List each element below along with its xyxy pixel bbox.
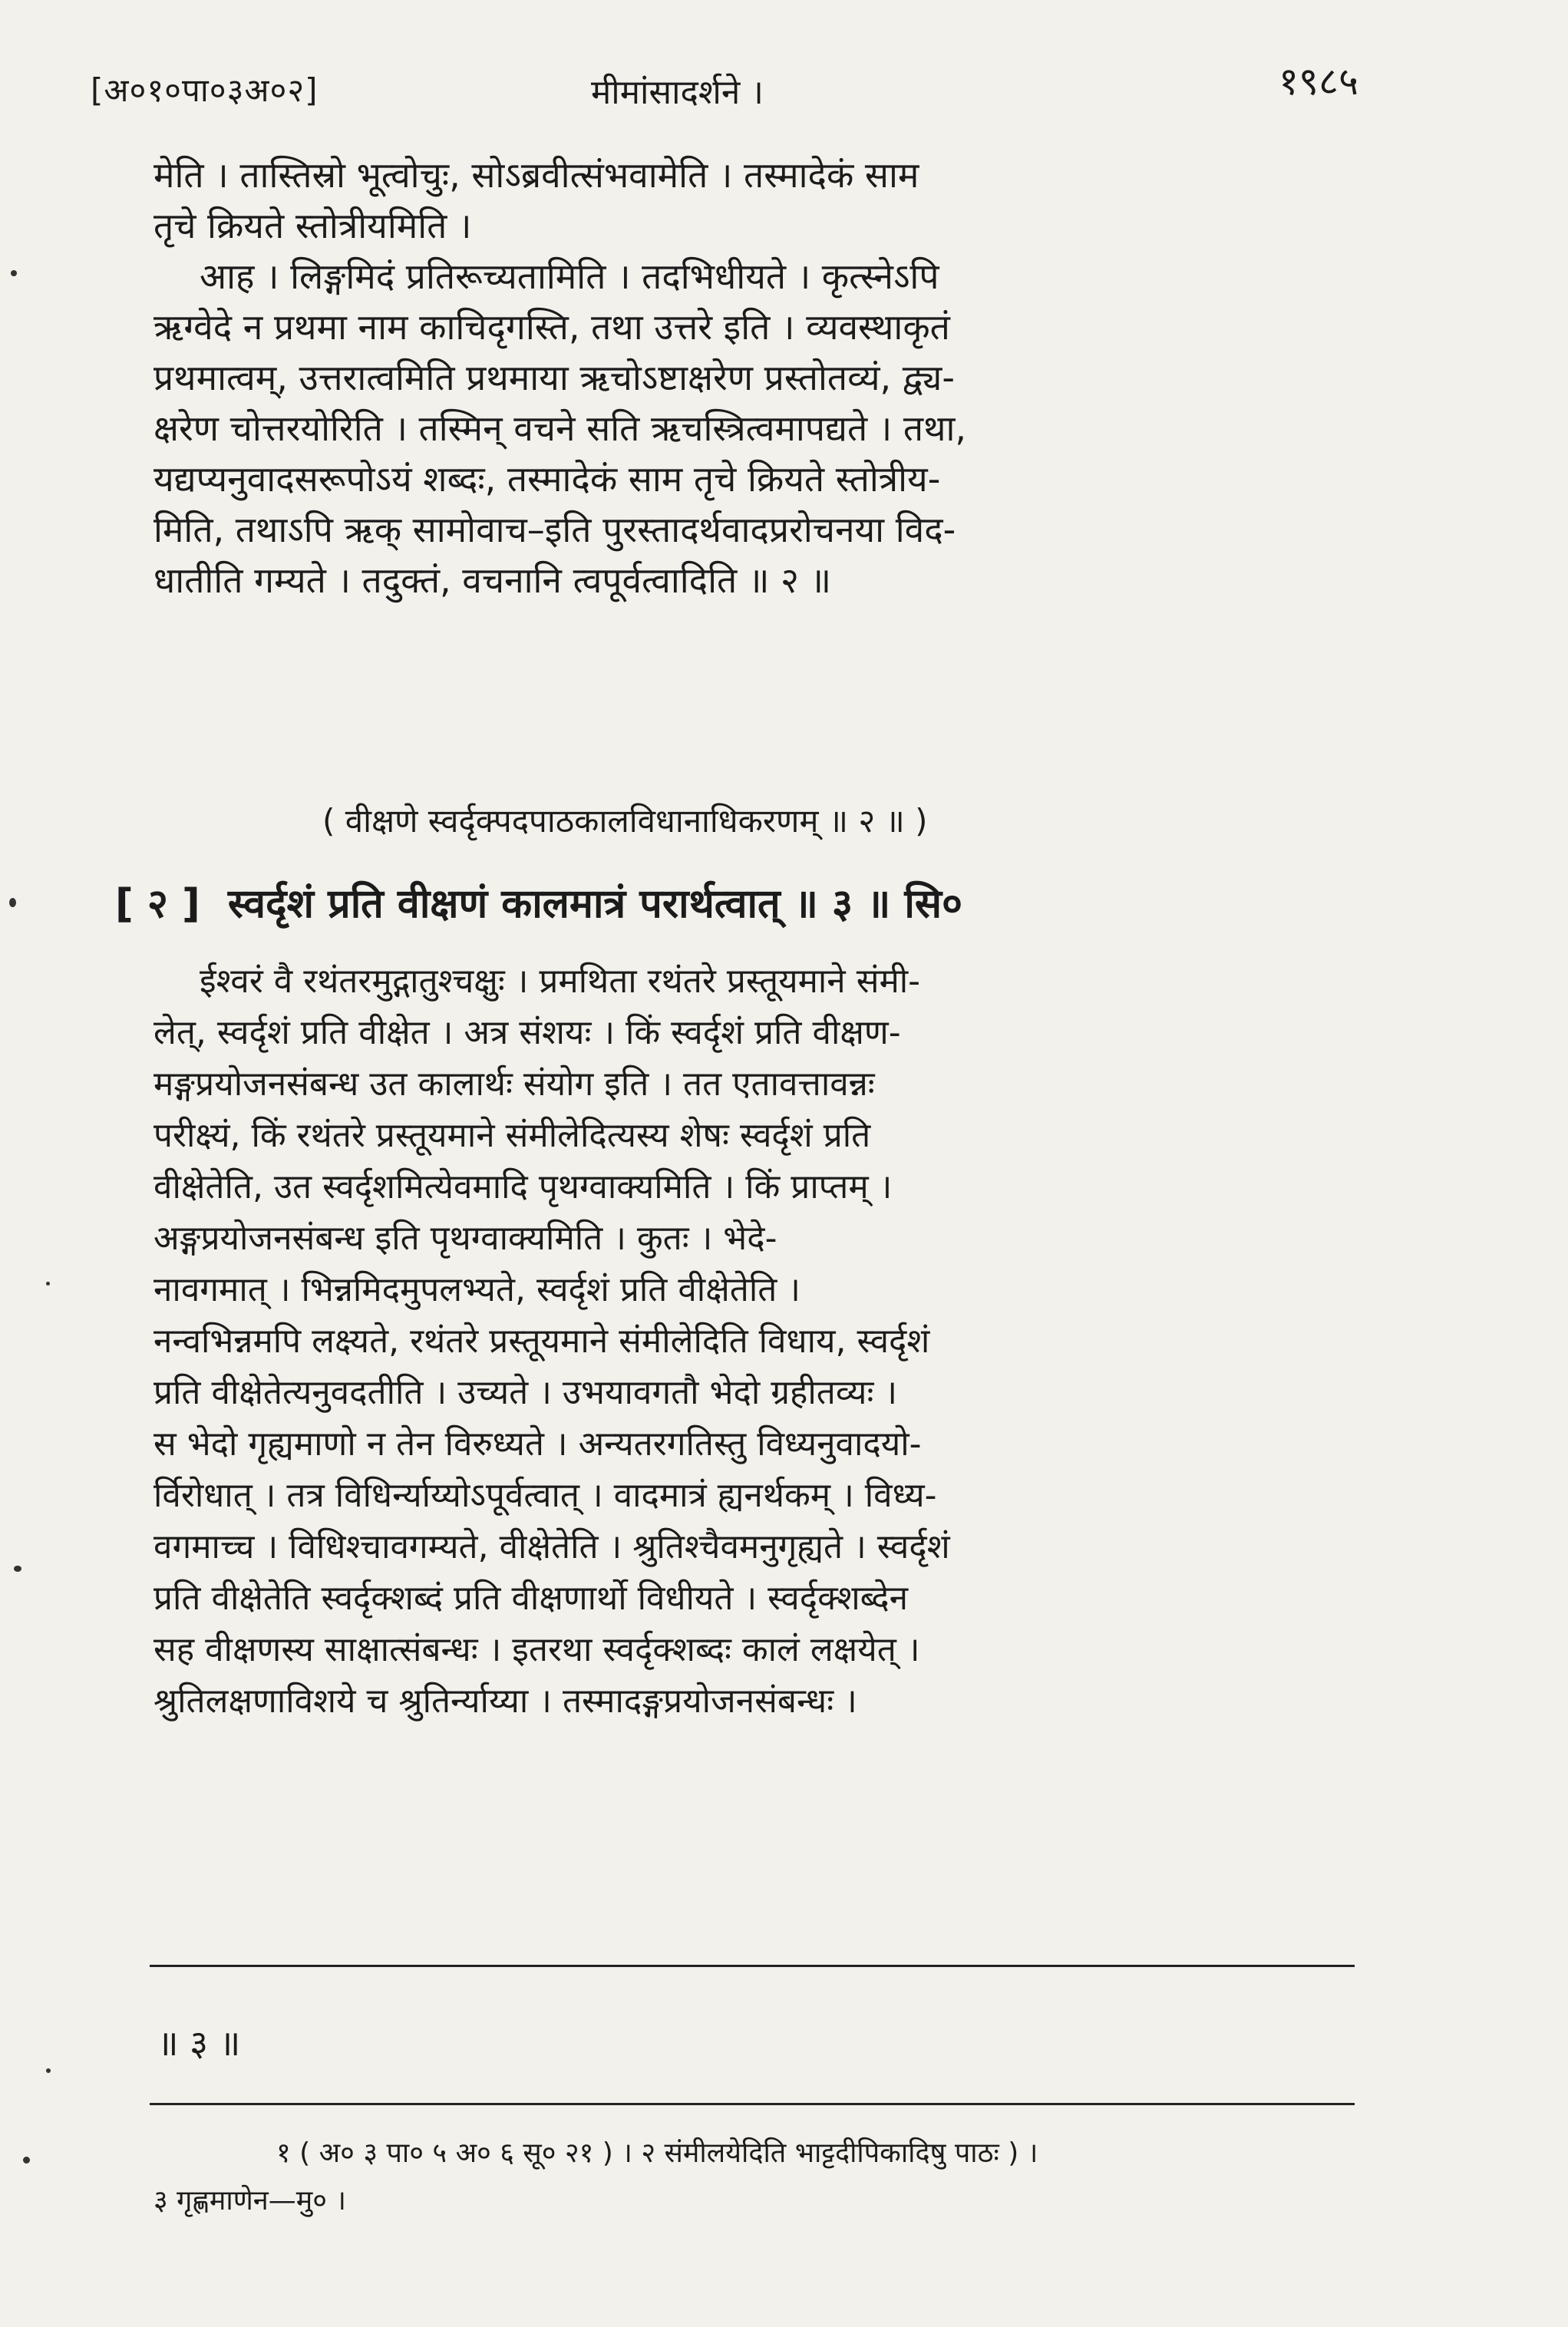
text-line: परीक्ष्यं, किं रथंतरे प्रस्तूयमाने संमीलेदित्यस्य शेषः स्वर्दृशं प्रति [153,1116,871,1155]
opening-text [153,150,1320,606]
text-line: वीक्षेतेति, उत स्वर्दृशमित्येवमादि पृथग्वाक्यमिति । किं प्राप्तम् । [153,1167,893,1206]
text-line: क्षरेण चोत्तरयोरिति । तस्मिन् वचने सति ऋचस्त्रित्वमापद्यते । तथा, [153,408,967,449]
scan-speck [46,1282,50,1286]
footnote-line: १ ( अ० ३ पा० ५ अ० ६ सू० २१ ) । २ संमीलयेदिति भाट्टदीपिकादिषु पाठः ) । [276,2137,1038,2169]
text-line: मिति, तथाऽपि ऋक् सामोवाच–इति पुरस्तादर्थवादप्ररोचनया विद- [153,509,956,550]
text-line: मङ्गप्रयोजनसंबन्ध उत कालार्थः संयोग इति । तत एतावत्तावन्नः [153,1064,875,1104]
scan-speck [46,2068,51,2073]
text-line: धातीति गम्यते । तदुक्तं, वचनानि त्वपूर्वत्वादिति ॥ २ ॥ [153,559,832,601]
footnotes [153,2130,1397,2225]
text-line: तृचे क्रियते स्तोत्रीयमिति । [153,205,472,246]
commentary-text [153,956,1351,1727]
section-reference: [अ०१०पा०३अ०२] [91,71,319,109]
text-line: प्रति वीक्षेतेत्यनुवदतीति । उच्यते । उभयावगतौ भेदो ग्रहीतव्यः । [153,1373,898,1412]
text-line: नावगमात् । भिन्नमिदमुपलभ्यते, स्वर्दृशं प्रति वीक्षेतेति । [153,1270,801,1309]
footnote-line: ३ गृह्णमाणेन—मु० । [153,2185,347,2216]
scan-speck [11,270,17,276]
text-line: सह वीक्षणस्य साक्षात्संबन्धः । इतरथा स्वर्दृक्शब्दः कालं लक्षयेत् । [153,1630,920,1669]
text-line: अङ्गप्रयोजनसंबन्ध इति पृथग्वाक्यमिति । कुतः । भेदे- [153,1219,777,1258]
sutra-text: स्वर्दृशं प्रति वीक्षणं कालमात्रं परार्थत्वात् ॥ ३ ॥ सि० [227,881,963,927]
text-line: ईश्वरं वै रथंतरमुद्गातुश्चक्षुः । प्रमथिता रथंतरे प्रस्तूयमाने संमी- [200,962,921,1001]
footnote-rule [150,2103,1355,2105]
sutra-number: [ २ ] [115,881,200,927]
scan-speck [9,898,16,907]
text-line: लेत्, स्वर्दृशं प्रति वीक्षेत । अत्र संशयः । किं स्वर्दृशं प्रति वीक्षण- [153,1013,901,1052]
adhikarana-heading: ( वीक्षणे स्वर्दृक्पदपाठकालविधानाधिकरणम् ॥ २ ॥ ) [322,802,928,840]
divider-rule [150,1965,1355,1967]
text-line: प्रति वीक्षेतेति स्वर्दृक्शब्दं प्रति वीक्षणार्थो विधीयते । स्वर्दृक्शब्देन [153,1579,909,1618]
section-marker: ॥ ३ ॥ [157,2022,241,2064]
text-line: वगमाच्च । विधिश्चावगम्यते, वीक्षेतेति । श्रुतिश्चैवमनुगृह्यते । स्वर्दृशं [153,1527,950,1566]
text-line: र्विरोधात् । तत्र विधिर्न्याय्योऽपूर्वत्वात् । वादमात्रं ह्यनर्थकम् । विध्य- [153,1476,937,1515]
scan-speck [14,1566,21,1572]
sutra-line [115,875,1358,929]
text-line: ऋग्वेदे न प्रथमा नाम काचिदृगस्ति, तथा उत्तरे इति । व्यवस्थाकृतं [153,306,950,348]
text-line: नन्वभिन्नमपि लक्ष्यते, रथंतरे प्रस्तूयमाने संमीलेदिति विधाय, स्वर्दृशं [153,1322,930,1361]
page-number: १९८५ [1279,59,1358,104]
scan-speck [23,2157,30,2164]
running-title: मीमांसादर्शने । [591,73,764,112]
text-line: श्रुतिलक्षणाविशये च श्रुतिर्न्याय्या । तस्मादङ्गप्रयोजनसंबन्धः । [153,1682,857,1721]
text-line: प्रथमात्वम्, उत्तरात्वमिति प्रथमाया ऋचोऽष्टाक्षरेण प्रस्तोतव्यं, द्व्य- [153,357,955,398]
text-line: मेति । तास्तिस्रो भूत्वोचुः, सोऽब्रवीत्संभवामेति । तस्मादेकं साम [153,154,919,196]
text-line: आह । लिङ्गमिदं प्रतिरूच्यतामिति । तदभिधीयते । कृत्स्नेऽपि [200,256,939,297]
text-line: स भेदो गृह्यमाणो न तेन विरुध्यते । अन्यतरगतिस्तु विध्यनुवादयो- [153,1424,922,1464]
page-header [84,54,1389,123]
text-line: यद्यप्यनुवादसरूपोऽयं शब्दः, तस्मादेकं साम तृचे क्रियते स्तोत्रीय- [153,458,941,500]
